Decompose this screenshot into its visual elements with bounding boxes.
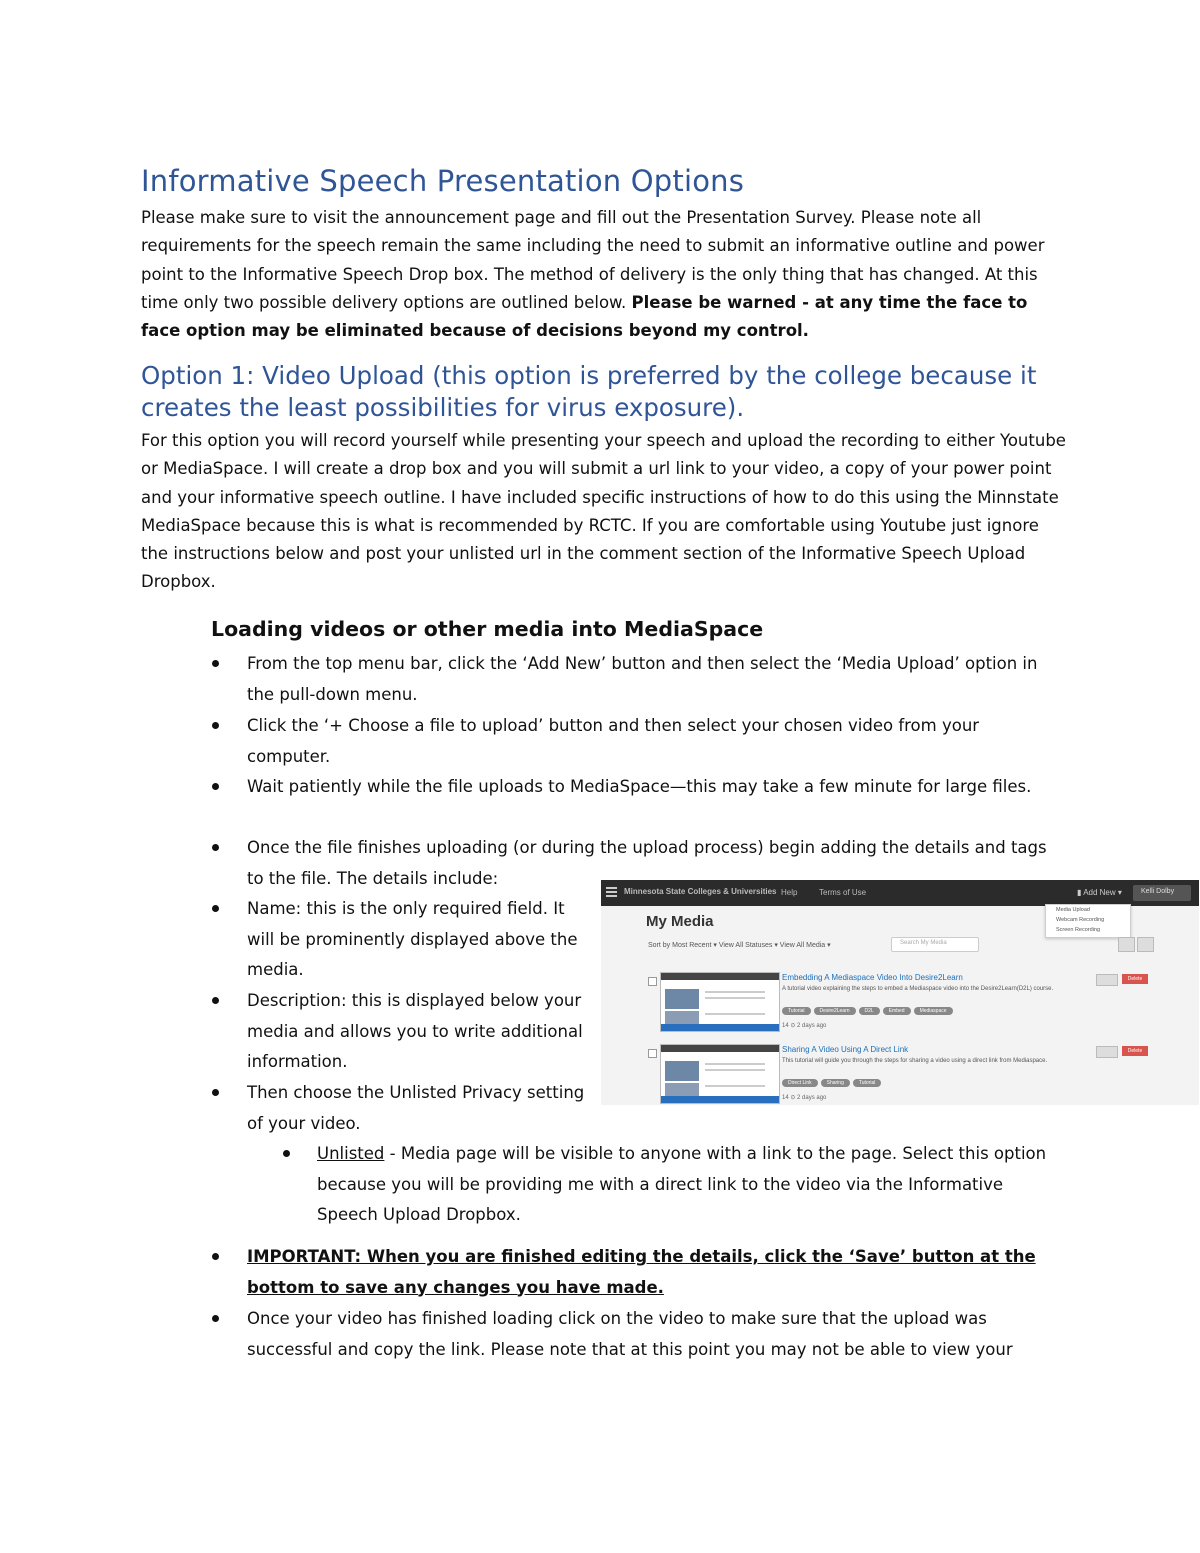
- media-item: [648, 1044, 1194, 1104]
- media-description: This tutorial will guide you through the steps for sharing a video using a direct link from Mediaspace.: [782, 1058, 1048, 1064]
- media-description: A tutorial video explaining the steps to embed a Mediaspace video into the Desire2Learn(D2L) course.: [782, 986, 1054, 992]
- media-tags: [782, 1071, 884, 1089]
- mediaspace-topbar: [601, 880, 1199, 906]
- media-tag[interactable]: Mediaspace: [914, 1007, 953, 1015]
- add-new-button[interactable]: ▮ Add New ▾: [1077, 888, 1122, 897]
- media-tag[interactable]: Tutorial: [782, 1007, 811, 1015]
- media-tag[interactable]: Sharing: [821, 1079, 850, 1087]
- unlisted-text: - Media page will be visible to anyone with a link to the page. Select this option because you will be providing me with a direct link to the video via the Informative Speech Upload Dropbox.: [317, 1144, 1047, 1224]
- intro-paragraph: [141, 204, 1071, 345]
- bullet-choose-file: Click the ‘+ Choose a file to upload’ button and then select your chosen video from your computer.: [247, 716, 980, 766]
- bullet-name: Name: this is the only required field. It will be prominently displayed above the media.: [247, 899, 578, 979]
- bullet-dot: [212, 905, 219, 912]
- intro-warning: Please be warned - at any time the face to face option may be eliminated because of decisions beyond my control.: [141, 292, 1028, 341]
- media-title-link[interactable]: Embedding A Mediaspace Video Into Desire2Learn: [782, 973, 963, 982]
- media-title-link[interactable]: Sharing A Video Using A Direct Link: [782, 1045, 909, 1054]
- search-placeholder: Search My Media: [900, 940, 947, 946]
- dropdown-media-upload[interactable]: Media Upload: [1056, 907, 1090, 913]
- media-meta: 14 ⊙ 2 days ago: [782, 1023, 827, 1029]
- dropdown-webcam[interactable]: Webcam Recording: [1056, 917, 1105, 923]
- media-meta: 14 ⊙ 2 days ago: [782, 1095, 827, 1101]
- bullet-copy-link: Once your video has finished loading click on the video to make sure that the upload was successful and copy the link. Please note that at this point you may not be able to view your: [247, 1309, 1013, 1359]
- media-thumbnail[interactable]: [660, 1044, 780, 1104]
- add-new-dropdown: [1045, 904, 1131, 938]
- media-tag[interactable]: Direct Link: [782, 1079, 818, 1087]
- dropdown-screen[interactable]: Screen Recording: [1056, 927, 1101, 933]
- media-thumbnail[interactable]: [660, 972, 780, 1032]
- media-checkbox[interactable]: [648, 977, 657, 986]
- bullet-wait: Wait patiently while the file uploads to MediaSpace—this may take a few minute for large files.: [247, 777, 1032, 796]
- delete-button[interactable]: Delete: [1122, 974, 1148, 984]
- delete-button[interactable]: Delete: [1122, 1046, 1148, 1056]
- bullet-important: IMPORTANT: When you are finished editing the details, click the ‘Save’ button at the bottom to save any changes you have made.: [247, 1247, 1036, 1297]
- bullet-dot: [212, 1089, 219, 1096]
- media-tag[interactable]: Tutorial: [853, 1079, 882, 1087]
- sub-bullet-dot: [283, 1150, 290, 1157]
- bullet-dot: [212, 660, 219, 667]
- media-tag[interactable]: D2L: [859, 1007, 880, 1015]
- bullet-description: Description: this is displayed below your media and allows you to write additional information.: [247, 991, 583, 1071]
- mediaspace-screenshot: [601, 880, 1199, 1105]
- user-name: Kelli Dolby: [1141, 888, 1175, 895]
- media-tags: [782, 999, 956, 1017]
- bullet-dot: [212, 722, 219, 729]
- user-menu-button[interactable]: [1133, 885, 1191, 901]
- document-title: Informative Speech Presentation Options: [141, 164, 745, 198]
- loading-heading: Loading videos or other media into MediaSpace: [211, 617, 764, 641]
- media-checkbox[interactable]: [648, 1049, 657, 1058]
- bullet-dot: [212, 1253, 219, 1260]
- search-media-input[interactable]: [891, 937, 979, 952]
- list-view-button[interactable]: [1118, 937, 1135, 952]
- bullet-details: Once the file finishes uploading (or during the upload process) begin adding the details and tags to the file. The details include:: [247, 838, 1047, 888]
- grid-view-button[interactable]: [1137, 937, 1154, 952]
- sort-filter-bar[interactable]: Sort by Most Recent ▾ View All Statuses ▾ View All Media ▾: [648, 942, 831, 949]
- media-tag[interactable]: Embed: [883, 1007, 911, 1015]
- unlisted-label: Unlisted: [317, 1144, 385, 1163]
- nav-terms[interactable]: Terms of Use: [819, 888, 867, 897]
- intro-text: Please make sure to visit the announcement page and fill out the Presentation Survey. Please note all requirements for the speech remain the same including the need to submit an informative outline and power point to the Informative Speech Drop box. The method of delivery is the only thing that has changed. At this time only two possible delivery options are outlined below.: [141, 208, 1045, 312]
- bullet-add-new: From the top menu bar, click the ‘Add New’ button and then select the ‘Media Upload’ option in the pull-down menu.: [247, 654, 1038, 704]
- bullet-dot: [212, 783, 219, 790]
- media-tag[interactable]: Desire2Learn: [814, 1007, 856, 1015]
- bullet-dot: [212, 997, 219, 1004]
- hamburger-menu-icon[interactable]: [606, 887, 617, 898]
- bullet-dot: [212, 1315, 219, 1322]
- bullet-dot: [212, 844, 219, 851]
- media-item: [648, 972, 1194, 1032]
- edit-button[interactable]: [1096, 974, 1118, 986]
- sub-bullet-unlisted: [317, 1139, 1057, 1231]
- edit-button[interactable]: [1096, 1046, 1118, 1058]
- add-new-label: Add New: [1083, 888, 1116, 897]
- option1-paragraph: For this option you will record yourself while presenting your speech and upload the recording to either Youtube or MediaSpace. I will create a drop box and you will submit a url link to your video, a copy of your power point and your informative speech outline. I have included specific instructions of how to do this using the Minnstate MediaSpace because this is what is recommended by RCTC. If you are comfortable using Youtube just ignore the instructions below and post your unlisted url in the comment section of the Informative Speech Upload Dropbox.: [141, 431, 1066, 592]
- bullet-privacy: Then choose the Unlisted Privacy setting of your video.: [247, 1083, 585, 1133]
- option1-heading: Option 1: Video Upload (this option is preferred by the college because it creates the least possibilities for virus exposure).: [141, 361, 1037, 422]
- mediaspace-brand[interactable]: Minnesota State Colleges & Universities: [624, 887, 777, 896]
- my-media-title: My Media: [646, 913, 714, 930]
- nav-help[interactable]: Help: [781, 888, 798, 897]
